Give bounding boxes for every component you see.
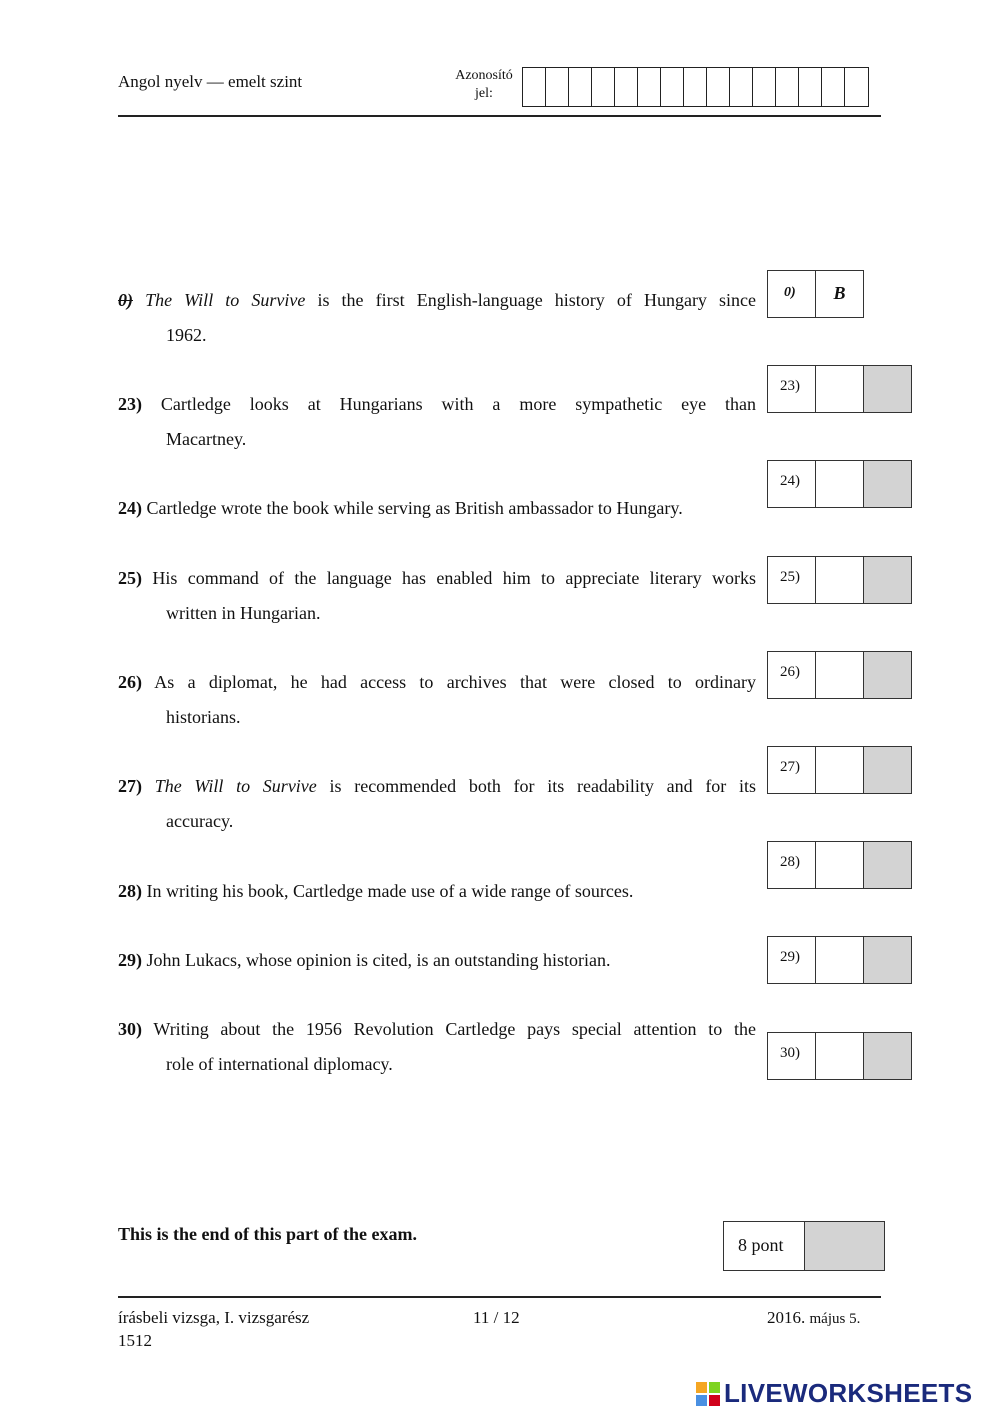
answer-label: 24): [767, 460, 816, 508]
page-number: 11 / 12: [473, 1308, 520, 1327]
example-answer-label: 0): [767, 270, 816, 318]
logo-text: LIVEWORKSHEETS: [724, 1378, 973, 1408]
answer-label: 27): [767, 746, 816, 794]
footer-date: [767, 1308, 860, 1328]
footer-exam-part: írásbeli vizsga, I. vizsgarész: [118, 1308, 310, 1327]
id-cell[interactable]: [638, 68, 661, 106]
id-cell[interactable]: [523, 68, 546, 106]
answer-input[interactable]: [816, 460, 864, 508]
answer-input[interactable]: [816, 365, 864, 413]
score-cell: [864, 841, 912, 889]
example-number: 0): [118, 290, 133, 310]
question-text: John Lukacs, whose opinion is cited, is an outstanding historian.: [146, 950, 611, 970]
header-rule: [118, 115, 881, 117]
example-statement: [118, 283, 756, 353]
question-30: [118, 1012, 756, 1082]
question-27: [118, 769, 756, 839]
question-text: Cartledge looks at Hungarians with a more sympathetic eye than: [160, 394, 756, 414]
answer-input[interactable]: [816, 556, 864, 604]
id-cell[interactable]: [569, 68, 592, 106]
id-label-line1: Azonosító: [455, 68, 513, 83]
answer-label: 23): [767, 365, 816, 413]
question-text-line2: written in Hungarian.: [166, 603, 321, 623]
points-score-cell: [805, 1221, 885, 1271]
score-cell: [864, 651, 912, 699]
answer-input[interactable]: [816, 1032, 864, 1080]
score-cell: [864, 746, 912, 794]
score-cell: [864, 365, 912, 413]
question-29: [118, 943, 756, 978]
liveworksheets-logo: [696, 1378, 972, 1409]
question-number: 26): [118, 672, 142, 692]
id-cell[interactable]: [592, 68, 615, 106]
question-text: Cartledge wrote the book while serving as British ambassador to Hungary.: [146, 498, 683, 518]
question-24: [118, 491, 756, 526]
question-text: Writing about the 1956 Revolution Cartledge pays special attention to the: [153, 1019, 756, 1039]
score-cell: [864, 1032, 912, 1080]
question-text-line2: historians.: [166, 707, 241, 727]
answer-label: 26): [767, 651, 816, 699]
question-number: 29): [118, 950, 142, 970]
logo-square: [709, 1395, 720, 1406]
id-cell[interactable]: [684, 68, 707, 106]
id-cell[interactable]: [707, 68, 730, 106]
header-subject: Angol nyelv — emelt szint: [118, 72, 303, 91]
question-text-line2: Macartney.: [166, 429, 247, 449]
question-26: [118, 665, 756, 735]
footer-date-day: május 5.: [809, 1311, 861, 1327]
id-cell[interactable]: [661, 68, 684, 106]
id-code-boxes[interactable]: [522, 67, 869, 107]
footer-date-year: 2016.: [767, 1308, 806, 1327]
footer-rule: [118, 1296, 881, 1298]
answer-input[interactable]: [816, 936, 864, 984]
answer-label: 25): [767, 556, 816, 604]
answer-box-28: [767, 841, 912, 889]
id-cell[interactable]: [730, 68, 753, 106]
answer-box-30: [767, 1032, 912, 1080]
answer-box-26: [767, 651, 912, 699]
answer-box-23: [767, 365, 912, 413]
answer-box-27: [767, 746, 912, 794]
answer-box-25: [767, 556, 912, 604]
answer-input[interactable]: [816, 651, 864, 699]
id-cell[interactable]: [845, 68, 868, 106]
question-title: The Will to Survive: [154, 776, 317, 796]
question-text: His command of the language has enabled him to appreciate literary works: [152, 568, 756, 588]
logo-square: [696, 1395, 707, 1406]
footer-code: 1512: [118, 1331, 152, 1350]
id-cell[interactable]: [753, 68, 776, 106]
question-text: In writing his book, Cartledge made use of a wide range of sources.: [146, 881, 634, 901]
points-label: 8 pont: [723, 1221, 805, 1271]
end-of-part-text: This is the end of this part of the exam.: [118, 1224, 418, 1244]
question-28: [118, 874, 756, 909]
question-number: 23): [118, 394, 142, 414]
question-text: is recommended both for its readability and for its: [329, 776, 757, 796]
question-25: [118, 561, 756, 631]
example-answer-box: [767, 270, 864, 318]
points-box: [723, 1221, 885, 1271]
question-number: 27): [118, 776, 142, 796]
answer-label: 29): [767, 936, 816, 984]
example-text: is the first English-language history of Hungary since: [317, 290, 757, 310]
score-cell: [864, 556, 912, 604]
answer-box-24: [767, 460, 912, 508]
id-cell[interactable]: [776, 68, 799, 106]
question-number: 30): [118, 1019, 142, 1039]
question-text-line2: accuracy.: [166, 811, 234, 831]
answer-input[interactable]: [816, 841, 864, 889]
logo-icon: [696, 1382, 720, 1406]
question-23: [118, 387, 756, 457]
question-number: 24): [118, 498, 142, 518]
answer-box-29: [767, 936, 912, 984]
score-cell: [864, 936, 912, 984]
id-label-line2: jel:: [475, 86, 493, 101]
answer-input[interactable]: [816, 746, 864, 794]
example-title: The Will to Survive: [145, 290, 306, 310]
example-answer-value: B: [816, 270, 864, 318]
id-cell[interactable]: [615, 68, 638, 106]
logo-square: [696, 1382, 707, 1393]
question-text-line2: role of international diplomacy.: [166, 1054, 393, 1074]
answer-label: 30): [767, 1032, 816, 1080]
id-cell[interactable]: [799, 68, 822, 106]
id-label: [448, 67, 520, 103]
question-text: As a diplomat, he had access to archives that were closed to ordinary: [154, 672, 756, 692]
id-cell[interactable]: [546, 68, 569, 106]
question-number: 25): [118, 568, 142, 588]
logo-square: [709, 1382, 720, 1393]
question-number: 28): [118, 881, 142, 901]
example-text-line2: 1962.: [166, 325, 207, 345]
id-cell[interactable]: [822, 68, 845, 106]
answer-label: 28): [767, 841, 816, 889]
score-cell: [864, 460, 912, 508]
